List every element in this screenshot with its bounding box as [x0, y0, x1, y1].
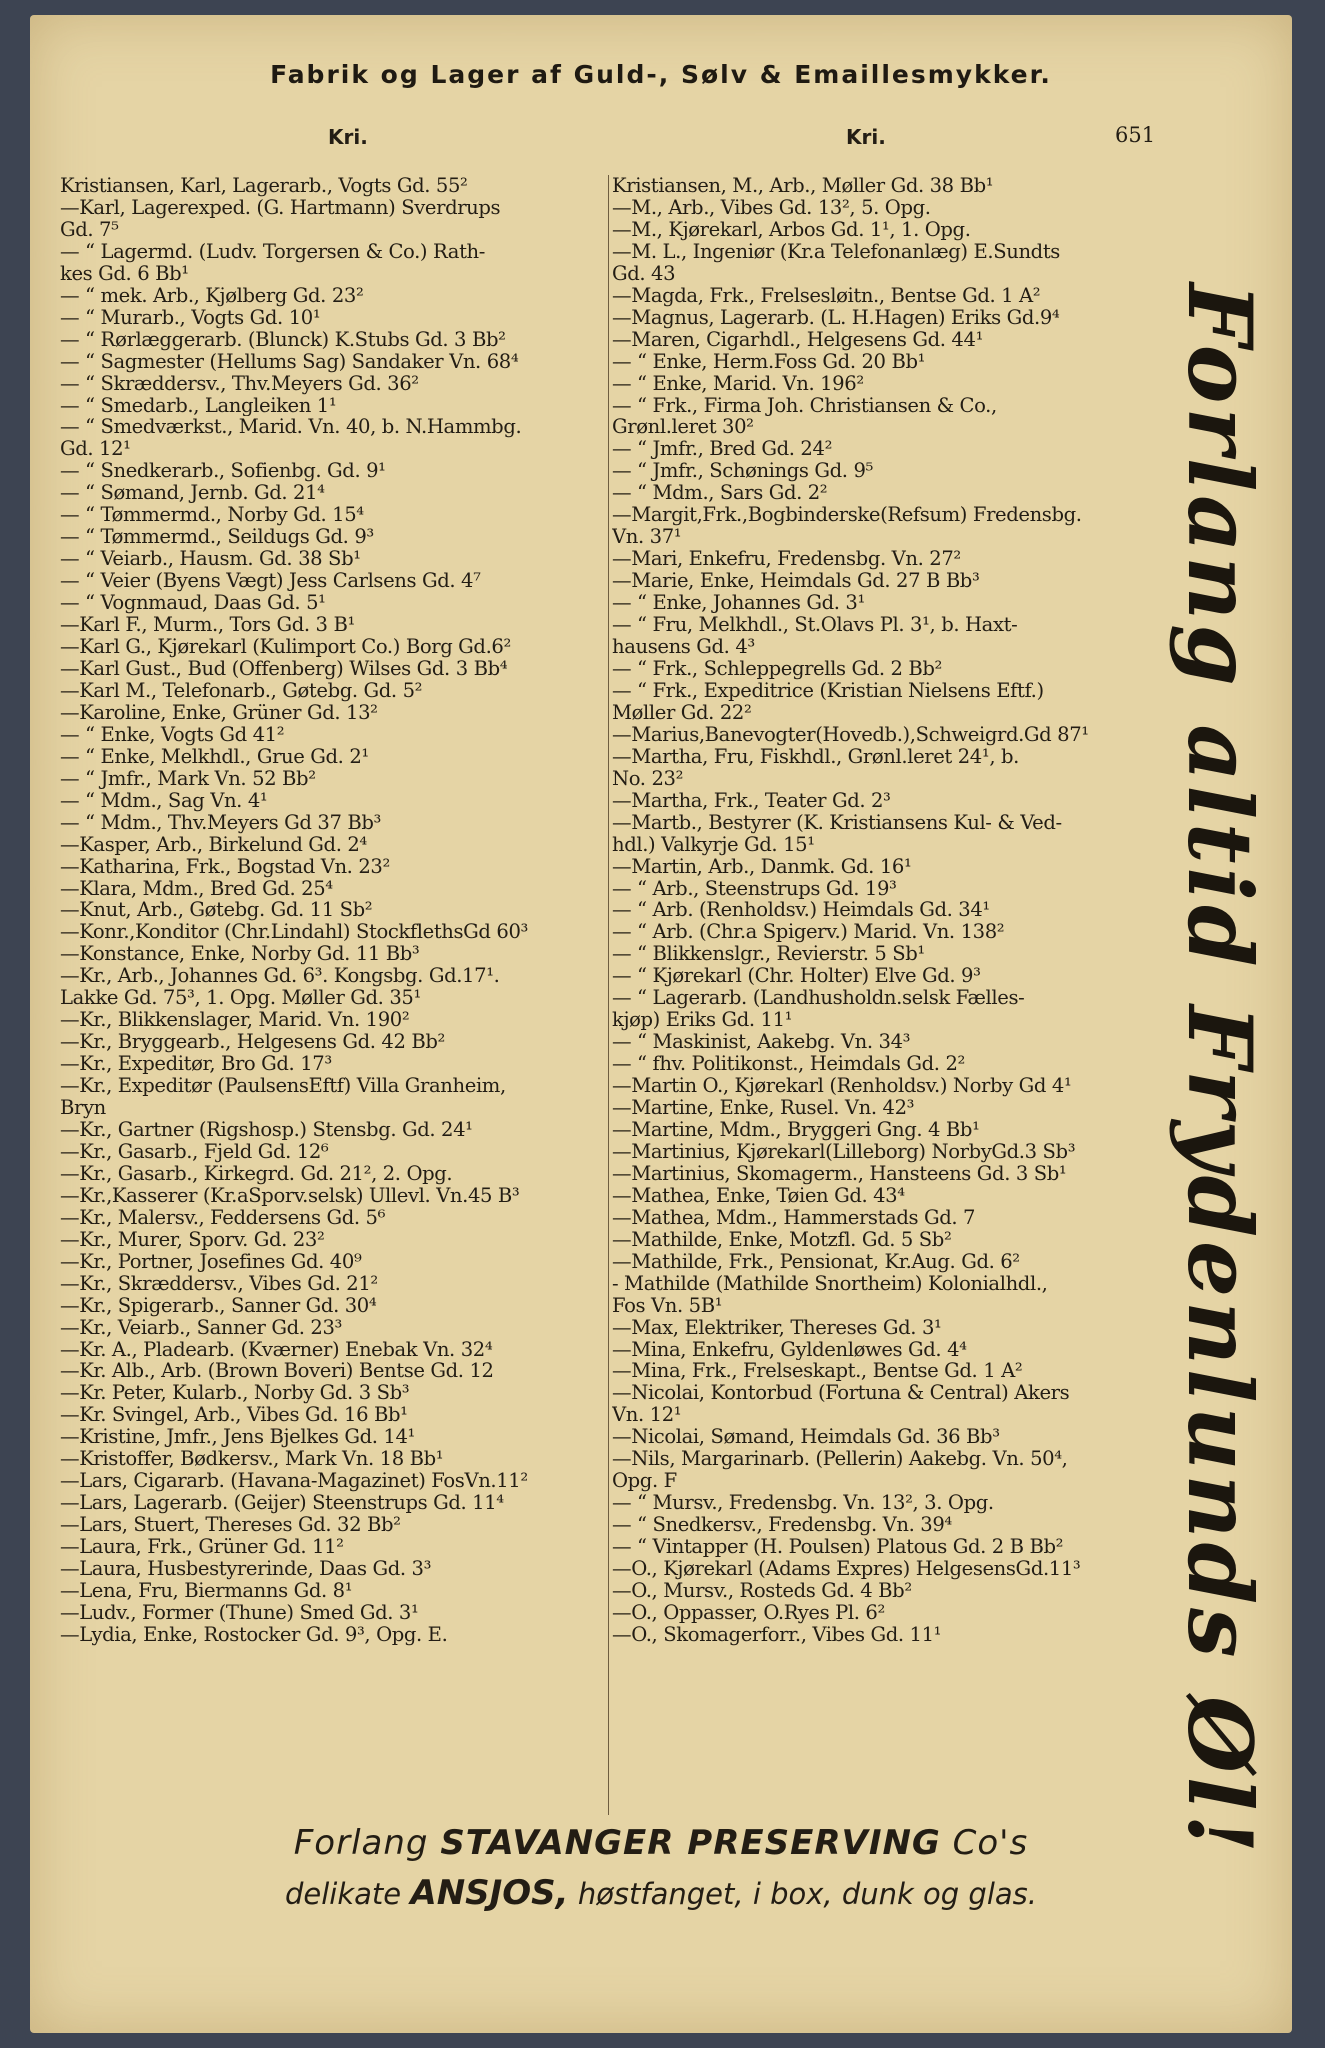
- directory-entry: —Kr., Gasarb., Fjeld Gd. 12⁶: [60, 1140, 329, 1163]
- directory-entry: — “ Kjørekarl (Chr. Holter) Elve Gd. 9³: [612, 965, 981, 988]
- directory-entry: —Karl G., Kjørekarl (Kulimport Co.) Borg Gd.6²: [60, 636, 511, 658]
- right-column: [612, 175, 1202, 1646]
- directory-entry: — “ Frk., Firma Joh. Christiansen & Co.,: [612, 394, 997, 417]
- directory-entry: — “ Sagmester (Hellums Sag) Sandaker Vn. 68⁴: [60, 350, 519, 373]
- directory-entry: —Kristoffer, Bødkersv., Mark Vn. 18 Bb¹: [60, 1448, 444, 1471]
- directory-entry: —Kr., Bryggearb., Helgesens Gd. 42 Bb²: [60, 1031, 445, 1054]
- directory-entry: — “ Enke, Melkhdl., Grue Gd. 2¹: [60, 745, 369, 768]
- directory-entry: Vn. 12¹: [612, 1404, 682, 1427]
- directory-entry: — “ Enke, Marid. Vn. 196²: [612, 372, 864, 395]
- directory-entry: —Marius,Banevogter(Hovedb.),Schweigrd.Gd 87¹: [612, 723, 1089, 746]
- directory-entry: — “ Lagermd. (Ludv. Torgersen & Co.) Rath-: [60, 240, 485, 263]
- directory-entry: — “ Jmfr., Schønings Gd. 9⁵: [612, 460, 873, 483]
- directory-entry: —Klara, Mdm., Bred Gd. 25⁴: [60, 877, 333, 900]
- directory-entry: — “ Murarb., Vogts Gd. 10¹: [60, 306, 321, 329]
- directory-entry: — “ Smedværkst., Marid. Vn. 40, b. N.Hammbg.: [60, 416, 522, 439]
- directory-entry: — “ Sømand, Jernb. Gd. 21⁴: [60, 482, 325, 505]
- directory-entry: —Martine, Enke, Rusel. Vn. 42³: [612, 1097, 915, 1119]
- bottom-ad-line-2: [30, 1873, 1292, 1913]
- directory-entry: Fos Vn. 5B¹: [612, 1294, 723, 1317]
- directory-entry: Kristiansen, M., Arb., Møller Gd. 38 Bb¹: [612, 175, 994, 197]
- directory-entry: —Laura, Frk., Grüner Gd. 11²: [60, 1536, 344, 1559]
- directory-entry: — “ fhv. Politikonst., Heimdals Gd. 2²: [612, 1053, 965, 1076]
- directory-entry: Gd. 43: [612, 262, 676, 285]
- directory-entry: —O., Oppasser, O.Ryes Pl. 6²: [612, 1601, 885, 1624]
- directory-entry: —Mina, Frk., Frelseskapt., Bentse Gd. 1 A²: [612, 1360, 1023, 1383]
- directory-entry: — “ Blikkenslgr., Revierstr. 5 Sb¹: [612, 943, 925, 966]
- directory-entry: —Magnus, Lagerarb. (L. H.Hagen) Eriks Gd.9⁴: [612, 306, 1060, 329]
- directory-entry: —Karoline, Enke, Grüner Gd. 13²: [60, 701, 378, 724]
- directory-entry: —Martha, Frk., Teater Gd. 2³: [612, 789, 891, 812]
- directory-entry: —Lena, Fru, Biermanns Gd. 8¹: [60, 1580, 353, 1602]
- bottom-ad-2-prefix: delikate: [285, 1877, 402, 1911]
- right-catchword: Kri.: [846, 125, 886, 149]
- directory-entry: —Kr., Gasarb., Kirkegrd. Gd. 21², 2. Opg.: [60, 1162, 453, 1185]
- directory-entry: — “ Frk., Schleppegrells Gd. 2 Bb²: [612, 657, 943, 680]
- directory-entry: — “ Arb., Steenstrups Gd. 19³: [612, 877, 897, 900]
- directory-entry: — “ Enke, Johannes Gd. 3¹: [612, 592, 865, 615]
- directory-entry: — “ Lagerarb. (Landhusholdn.selsk Fælles-: [612, 987, 1025, 1010]
- vertical-advertisement-text: Forlang altid Frydenlunds Øl!: [1168, 283, 1273, 1857]
- directory-entry: — “ Mdm., Sars Gd. 2²: [612, 482, 828, 505]
- directory-entry: hausens Gd. 4³: [612, 636, 755, 658]
- directory-entry: —Katharina, Frk., Bogstad Vn. 23²: [60, 855, 390, 878]
- bottom-ad-2-product: ANSJOS,: [410, 1873, 569, 1913]
- vertical-advertisement: [1160, 283, 1280, 1857]
- bottom-ad-1-brand: STAVANGER PRESERVING: [440, 1823, 941, 1863]
- directory-entry: —Kr., Expeditør, Bro Gd. 17³: [60, 1053, 332, 1076]
- directory-entry: —M. L., Ingeniør (Kr.a Telefonanlæg) E.Sundts: [612, 240, 1060, 263]
- directory-entry: —Karl Gust., Bud (Offenberg) Wilses Gd. 3 Bb⁴: [60, 657, 508, 680]
- directory-entry: — “ Mursv., Fredensbg. Vn. 13², 3. Opg.: [612, 1492, 994, 1515]
- directory-entry: —Max, Elektriker, Thereses Gd. 3¹: [612, 1316, 942, 1339]
- directory-entry: —Kr., Malersv., Feddersens Gd. 5⁶: [60, 1206, 386, 1229]
- directory-entry: kes Gd. 6 Bb¹: [60, 262, 189, 285]
- directory-entry: Kristiansen, Karl, Lagerarb., Vogts Gd. 55²: [60, 175, 468, 197]
- directory-entry: Opg. F: [612, 1470, 677, 1493]
- directory-entry: —Martin O., Kjørekarl (Renholdsv.) Norby Gd 4¹: [612, 1075, 1072, 1098]
- directory-entry: —Margit,Frk.,Bogbinderske(Refsum) Fredensbg.: [612, 504, 1082, 527]
- directory-entry: —Knut, Arb., Gøtebg. Gd. 11 Sb²: [60, 899, 373, 922]
- directory-entry: Lakke Gd. 75³, 1. Opg. Møller Gd. 35¹: [60, 987, 421, 1010]
- directory-entry: —Lydia, Enke, Rostocker Gd. 9³, Opg. E.: [60, 1623, 448, 1646]
- directory-entry: —Kr., Portner, Josefines Gd. 40⁹: [60, 1250, 362, 1273]
- directory-entry: —Kr., Gartner (Rigshosp.) Stensbg. Gd. 24¹: [60, 1118, 473, 1141]
- directory-entry: —Kr. Alb., Arb. (Brown Boveri) Bentse Gd. 12: [60, 1360, 494, 1383]
- directory-entry: — “ Snedkerarb., Sofienbg. Gd. 9¹: [60, 460, 386, 483]
- directory-entry: —Mathilde, Enke, Motzfl. Gd. 5 Sb²: [612, 1228, 952, 1251]
- directory-entry: —Lars, Cigararb. (Havana-Magazinet) FosVn.11²: [60, 1470, 528, 1493]
- directory-entry: — “ Jmfr., Bred Gd. 24²: [612, 438, 833, 461]
- column-divider: [608, 175, 609, 1815]
- directory-entry: — “ Veiarb., Hausm. Gd. 38 Sb¹: [60, 548, 361, 571]
- directory-entry: —Lars, Lagerarb. (Geijer) Steenstrups Gd. 11⁴: [60, 1492, 504, 1515]
- directory-entry: — “ Veier (Byens Vægt) Jess Carlsens Gd. 4⁷: [60, 570, 481, 593]
- directory-entry: —Martin, Arb., Danmk. Gd. 16¹: [612, 855, 912, 878]
- directory-entry: —Konr.,Konditor (Chr.Lindahl) StockflethsGd 60³: [60, 921, 528, 944]
- directory-entry: — “ Frk., Expeditrice (Kristian Nielsens Eftf.): [612, 679, 1044, 702]
- directory-entry: Vn. 37¹: [612, 526, 682, 549]
- directory-entry: —M., Arb., Vibes Gd. 13², 5. Opg.: [612, 196, 931, 219]
- left-column: [60, 175, 635, 1646]
- directory-entry: Grønl.leret 30²: [612, 416, 754, 439]
- page-number: 651: [1115, 123, 1156, 147]
- directory-entry: — “ Tømmermd., Norby Gd. 15⁴: [60, 504, 364, 527]
- directory-entry: —Lars, Stuert, Thereses Gd. 32 Bb²: [60, 1514, 401, 1537]
- directory-entry: Møller Gd. 22²: [612, 701, 752, 724]
- bottom-ad-line-1: [30, 1823, 1292, 1863]
- directory-entry: —Kr., Veiarb., Sanner Gd. 23³: [60, 1316, 342, 1339]
- directory-entry: —Nicolai, Sømand, Heimdals Gd. 36 Bb³: [612, 1426, 1000, 1449]
- directory-entry: —Kr., Murer, Sporv. Gd. 23²: [60, 1228, 325, 1251]
- directory-entry: —Kr. A., Pladearb. (Kværner) Enebak Vn. 32⁴: [60, 1338, 493, 1361]
- directory-entry: —Mina, Enkefru, Gyldenløwes Gd. 4⁴: [612, 1338, 967, 1361]
- directory-entry: hdl.) Valkyrje Gd. 15¹: [612, 833, 815, 856]
- directory-entry: —Mari, Enkefru, Fredensbg. Vn. 27²: [612, 548, 961, 571]
- directory-entry: - Mathilde (Mathilde Snortheim) Kolonialhdl.,: [612, 1272, 1048, 1295]
- directory-entry: — “ Vognmaud, Daas Gd. 5¹: [60, 592, 326, 615]
- directory-entry: —O., Kjørekarl (Adams Expres) HelgesensGd.11³: [612, 1558, 1081, 1580]
- directory-entry: —Kr. Peter, Kularb., Norby Gd. 3 Sb³: [60, 1382, 410, 1405]
- directory-entry: — “ Fru, Melkhdl., St.Olavs Pl. 3¹, b. Haxt-: [612, 614, 1018, 637]
- directory-entry: —Mathilde, Frk., Pensionat, Kr.Aug. Gd. 6²: [612, 1250, 1020, 1273]
- directory-entry: — “ Enke, Vogts Gd 41²: [60, 723, 285, 746]
- directory-entry: —Konstance, Enke, Norby Gd. 11 Bb³: [60, 943, 420, 966]
- directory-entry: — “ Mdm., Sag Vn. 4¹: [60, 789, 268, 812]
- directory-entry: — “ Arb. (Chr.a Spigerv.) Marid. Vn. 138²: [612, 921, 1005, 944]
- directory-entry: kjøp) Eriks Gd. 11¹: [612, 1009, 793, 1032]
- directory-entry: —Kr., Spigerarb., Sanner Gd. 30⁴: [60, 1294, 377, 1317]
- directory-entry: —Mathea, Mdm., Hammerstads Gd. 7: [612, 1206, 976, 1229]
- directory-entry: —Nicolai, Kontorbud (Fortuna & Central) Akers: [612, 1382, 1070, 1405]
- directory-entry: Gd. 12¹: [60, 438, 131, 461]
- directory-entry: — “ Jmfr., Mark Vn. 52 Bb²: [60, 767, 316, 790]
- directory-entry: —Ludv., Former (Thune) Smed Gd. 3¹: [60, 1601, 419, 1624]
- page-header-title: Fabrik og Lager af Guld-, Sølv & Emaillesmykker.: [270, 60, 1052, 89]
- directory-entry: — “ Snedkersv., Fredensbg. Vn. 39⁴: [612, 1514, 952, 1537]
- directory-entry: —Karl F., Murm., Tors Gd. 3 B¹: [60, 614, 355, 637]
- directory-entry: —Martinius, Skomagerm., Hansteens Gd. 3 Sb¹: [612, 1162, 1067, 1185]
- directory-entry: No. 23²: [612, 767, 684, 790]
- directory-entry: — “ Rørlæggerarb. (Blunck) K.Stubs Gd. 3 Bb²: [60, 328, 506, 351]
- directory-entry: — “ Mdm., Thv.Meyers Gd 37 Bb³: [60, 811, 381, 834]
- directory-entry: —Martinius, Kjørekarl(Lilleborg) NorbyGd.3 Sb³: [612, 1140, 1076, 1163]
- directory-entry: —Maren, Cigarhdl., Helgesens Gd. 44¹: [612, 328, 984, 351]
- directory-entry: —Martb., Bestyrer (K. Kristiansens Kul- & Ved-: [612, 811, 1062, 834]
- directory-entry: —Kr., Arb., Johannes Gd. 6³. Kongsbg. Gd.17¹.: [60, 965, 500, 988]
- directory-entry: —Kr., Blikkenslager, Marid. Vn. 190²: [60, 1009, 410, 1032]
- directory-entry: —O., Skomagerforr., Vibes Gd. 11¹: [612, 1623, 942, 1646]
- directory-entry: —Kristine, Jmfr., Jens Bjelkes Gd. 14¹: [60, 1426, 415, 1449]
- directory-entry: — “ Skræddersv., Thv.Meyers Gd. 36²: [60, 372, 419, 395]
- directory-entry: —Nils, Margarinarb. (Pellerin) Aakebg. Vn. 50⁴,: [612, 1448, 1068, 1471]
- directory-entry: — “ Tømmermd., Seildugs Gd. 9³: [60, 526, 374, 549]
- left-catchword: Kri.: [328, 125, 368, 149]
- directory-entry: —Kr., Expeditør (PaulsensEftf) Villa Granheim,: [60, 1075, 506, 1098]
- directory-entry: — “ mek. Arb., Kjølberg Gd. 23²: [60, 284, 364, 307]
- bottom-ad-2-suffix: høstfanget, i box, dunk og glas.: [577, 1877, 1037, 1911]
- directory-entry: —O., Mursv., Rosteds Gd. 4 Bb²: [612, 1580, 912, 1602]
- directory-entry: —Martine, Mdm., Bryggeri Gng. 4 Bb¹: [612, 1118, 980, 1141]
- directory-entry: — “ Maskinist, Aakebg. Vn. 34³: [612, 1031, 911, 1054]
- directory-entry: —Karl M., Telefonarb., Gøtebg. Gd. 5²: [60, 679, 423, 702]
- bottom-ad-1-prefix: Forlang: [293, 1823, 429, 1863]
- directory-entry: —Kr., Skræddersv., Vibes Gd. 21²: [60, 1272, 378, 1295]
- directory-entry: —Mathea, Enke, Tøien Gd. 43⁴: [612, 1184, 905, 1207]
- directory-entry: —Magda, Frk., Frelsesløitn., Bentse Gd. 1 A²: [612, 284, 1041, 307]
- directory-entry: Bryn: [60, 1097, 106, 1119]
- directory-entry: —Laura, Husbestyrerinde, Daas Gd. 3³: [60, 1558, 432, 1580]
- directory-entry: —Martha, Fru, Fiskhdl., Grønl.leret 24¹, b.: [612, 745, 1019, 768]
- directory-entry: —Kr. Svingel, Arb., Vibes Gd. 16 Bb¹: [60, 1404, 408, 1427]
- directory-page: [30, 15, 1292, 2033]
- directory-entry: — “ Enke, Herm.Foss Gd. 20 Bb¹: [612, 350, 926, 373]
- directory-entry: —Marie, Enke, Heimdals Gd. 27 B Bb³: [612, 570, 980, 593]
- directory-entry: — “ Smedarb., Langleiken 1¹: [60, 394, 337, 417]
- directory-entry: — “ Arb. (Renholdsv.) Heimdals Gd. 34¹: [612, 899, 990, 922]
- directory-entry: Gd. 7⁵: [60, 218, 119, 241]
- bottom-ad-1-suffix: Co's: [952, 1823, 1029, 1863]
- directory-entry: —M., Kjørekarl, Arbos Gd. 1¹, 1. Opg.: [612, 218, 971, 241]
- directory-entry: — “ Vintapper (H. Poulsen) Platous Gd. 2 B Bb²: [612, 1536, 1064, 1559]
- directory-entry: —Kr.,Kasserer (Kr.aSporv.selsk) Ullevl. Vn.45 B³: [60, 1184, 520, 1207]
- directory-entry: —Karl, Lagerexped. (G. Hartmann) Sverdrups: [60, 196, 501, 219]
- directory-entry: —Kasper, Arb., Birkelund Gd. 2⁴: [60, 833, 367, 856]
